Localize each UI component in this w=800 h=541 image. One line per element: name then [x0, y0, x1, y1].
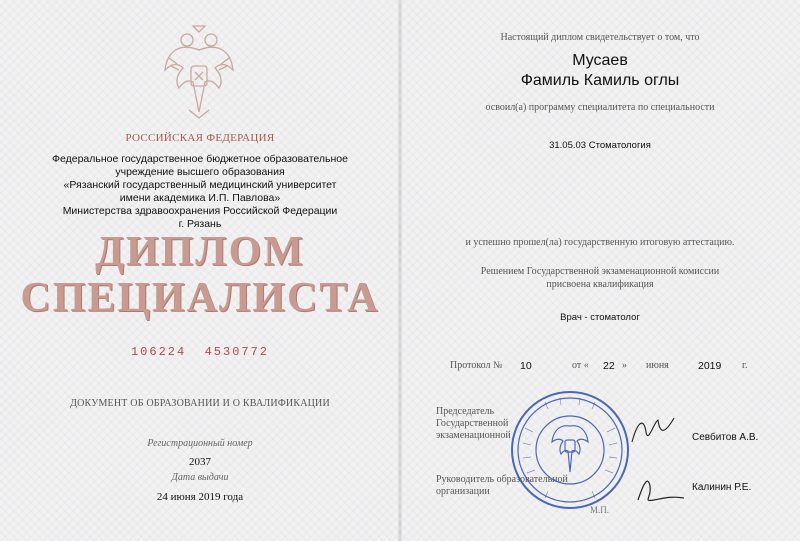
serial-number: 106224 4530772: [130, 345, 270, 359]
qualification: Врач - стоматолог: [560, 312, 640, 323]
graduate-surname: Мусаев: [572, 52, 628, 69]
institution-line: Федеральное государственное бюджетное образовательное: [52, 153, 348, 165]
diploma-title-line2: СПЕЦИАЛИСТА: [20, 275, 380, 321]
institution-line: имени академика И.П. Павлова»: [119, 192, 281, 204]
issue-date-label: Дата выдачи: [171, 472, 229, 483]
head-label-line: Руководитель образовательной: [436, 474, 568, 485]
institution-line: «Рязанский государственный медицинский университет: [63, 179, 337, 191]
institution-name: [40, 153, 360, 231]
commission-decision: [440, 265, 760, 291]
seal-place-label: М.П.: [590, 505, 610, 515]
protocol-from-label: от «: [572, 360, 589, 371]
graduate-name: Фамиль Камиль оглы: [520, 72, 680, 89]
protocol-year-suffix: г.: [742, 360, 748, 371]
registration-number: 2037: [189, 456, 211, 468]
protocol-number: 10: [520, 360, 532, 372]
protocol-month: июня: [646, 360, 669, 371]
coat-of-arms-icon: [159, 22, 239, 122]
institution-line: г. Рязань: [178, 218, 222, 230]
certificate-intro: Настоящий диплом свидетельствует о том, что: [500, 32, 700, 43]
head-label-line: организации: [436, 486, 490, 497]
decision-line: присвоена квалификация: [546, 279, 654, 290]
chair-label: [436, 406, 511, 442]
head-name: Калинин Р.Е.: [692, 482, 752, 493]
program-statement: освоил(а) программу специалитета по специальности: [485, 102, 715, 113]
protocol-year: 2019: [698, 360, 722, 372]
diploma-right-page: [400, 0, 800, 541]
issue-date: 24 июня 2019 года: [156, 491, 244, 503]
chair-label-line: экзаменационной: [436, 430, 511, 441]
protocol-day: 22: [603, 360, 615, 372]
institution-line: Министерства здравоохранения Российской Федерации: [62, 205, 338, 217]
chair-label-line: Государственной: [436, 418, 509, 429]
protocol-day-close: »: [622, 360, 627, 371]
protocol-label: Протокол №: [450, 360, 503, 371]
document-type: ДОКУМЕНТ ОБ ОБРАЗОВАНИИ И О КВАЛИФИКАЦИИ: [70, 398, 330, 409]
chair-signature-icon: [628, 412, 678, 452]
registration-label: Регистрационный номер: [147, 438, 253, 449]
diploma-title-line1: ДИПЛОМ: [95, 229, 305, 275]
chair-name: Севбитов А.В.: [692, 432, 759, 443]
attestation-statement: и успешно прошел(ла) государственную итоговую аттестацию.: [465, 237, 735, 248]
institution-line: учреждение высшего образования: [115, 166, 285, 178]
country-name: РОССИЙСКАЯ ФЕДЕРАЦИЯ: [125, 132, 275, 144]
decision-line: Решением Государственной экзаменационной комиссии: [480, 266, 720, 277]
official-stamp-icon: [505, 388, 635, 513]
head-signature-icon: [628, 472, 688, 507]
specialty: 31.05.03 Стоматология: [549, 140, 651, 151]
chair-label-line: Председатель: [436, 406, 495, 417]
